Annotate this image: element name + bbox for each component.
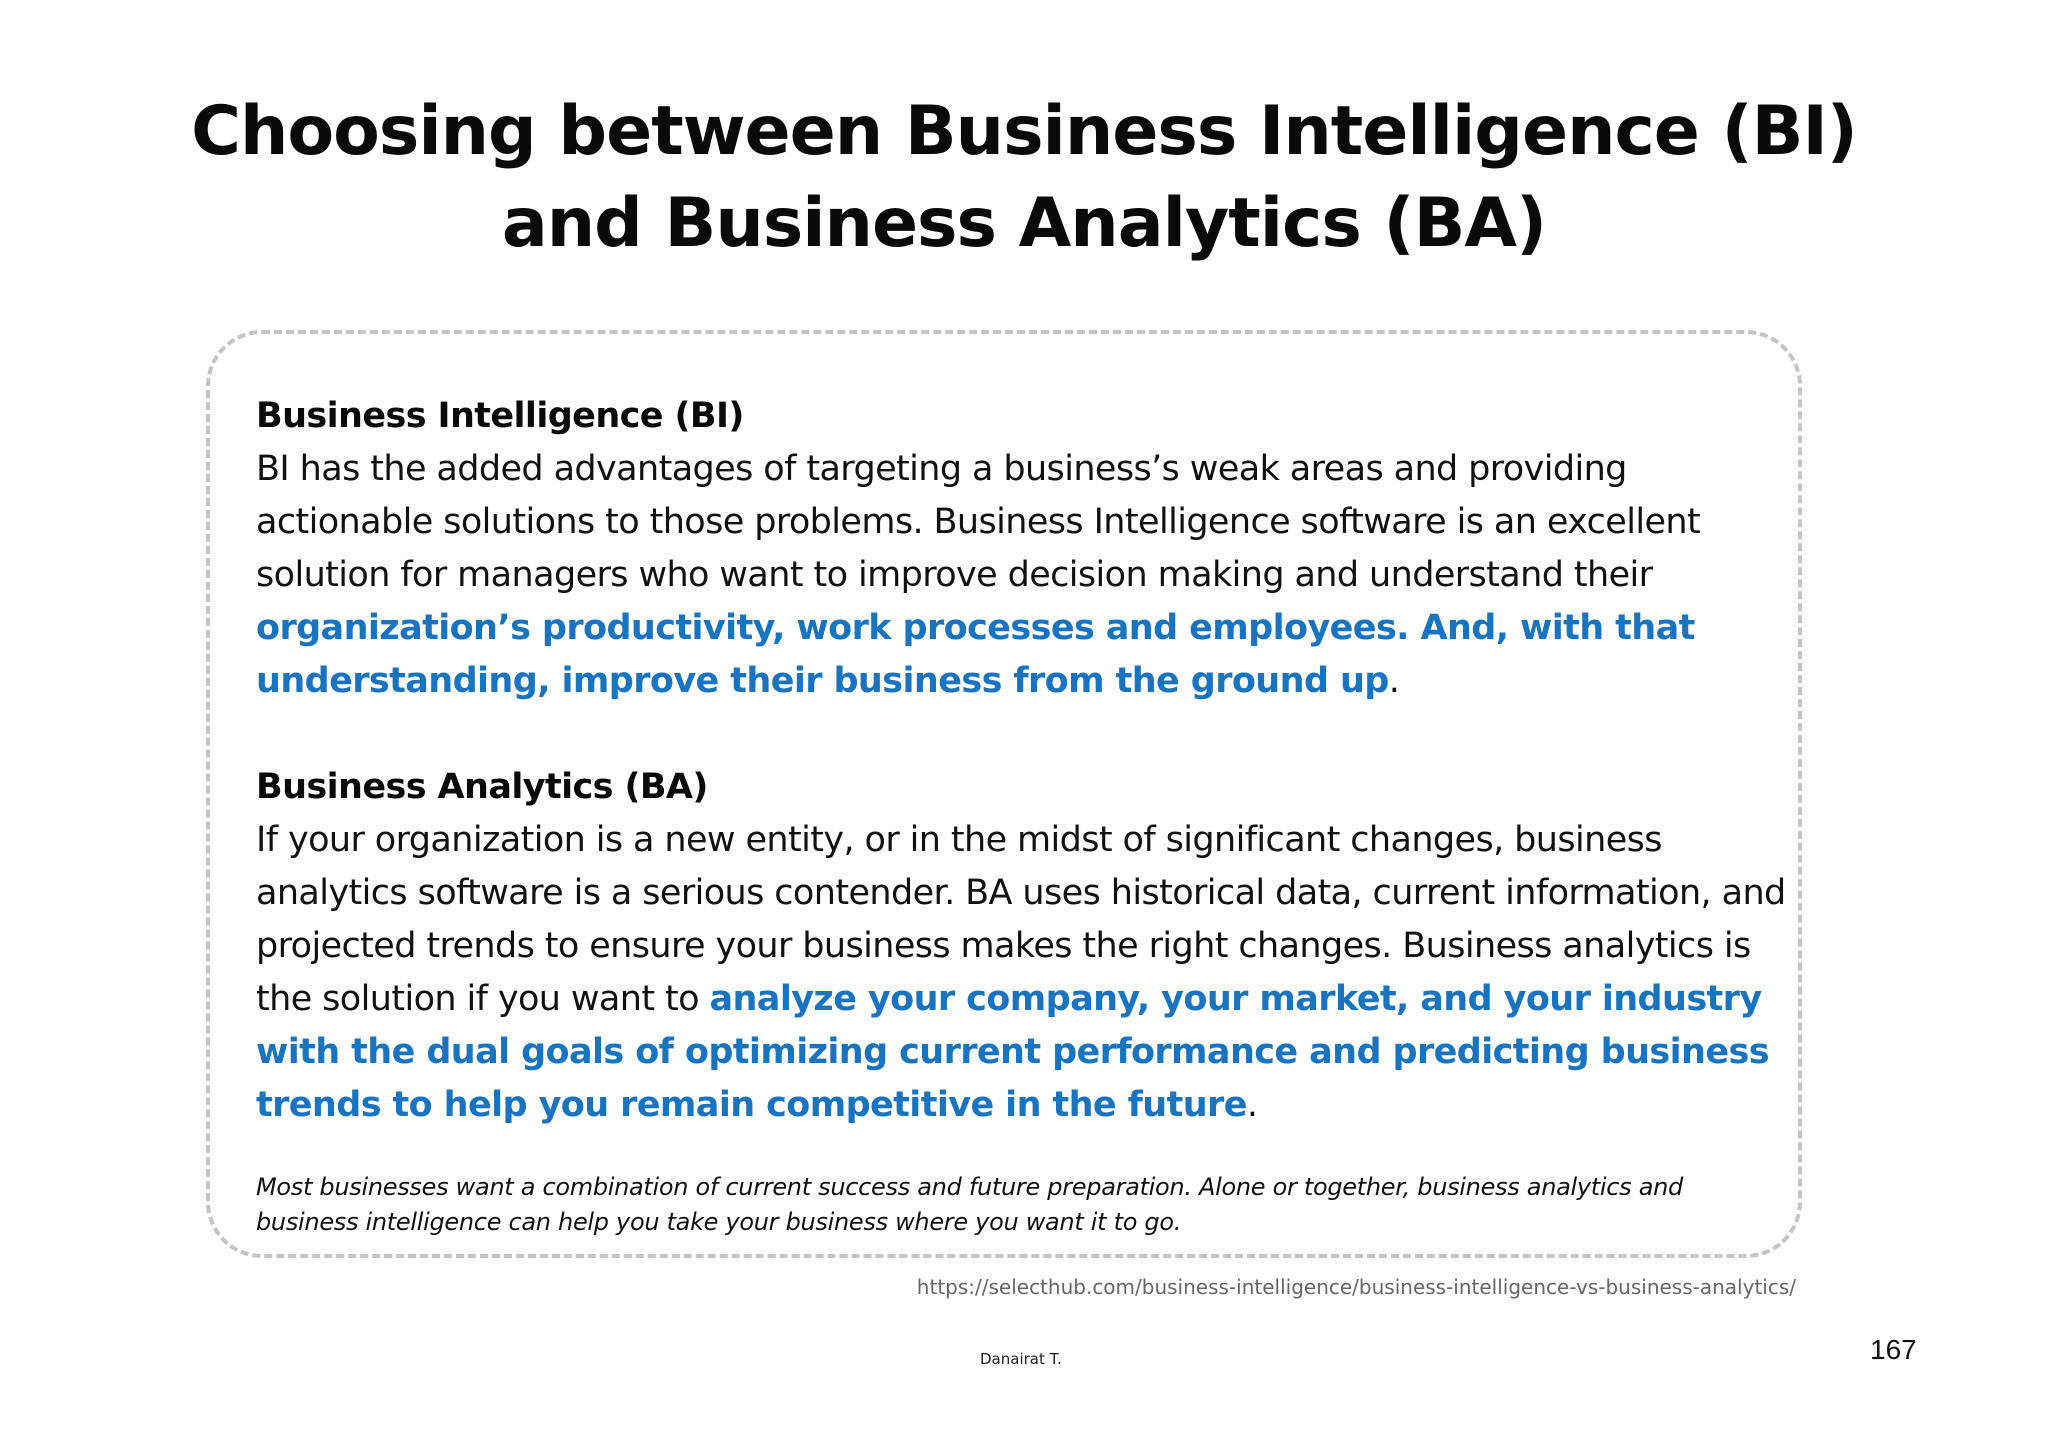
content-box [206,330,1802,1258]
ba-body-end: . [1246,1085,1258,1125]
closing-note: Most businesses want a combination of current success and future preparation. Alone or together, business analytics and business intelligence can help you take your business where you want it to go. [256,1173,1683,1236]
bi-body [256,443,1786,708]
bi-body-highlight: organization’s productivity, work processes and employees. And, with that understanding, improve their business from the ground up [256,608,1695,701]
ba-body [256,814,1786,1132]
section-spacer [256,708,1786,761]
author-name: Danairat T. [980,1350,1062,1368]
bi-heading: Business Intelligence (BI) [256,396,744,436]
ba-heading: Business Analytics (BA) [256,767,708,807]
content-inner [256,390,1786,1240]
slide-title-line-2: and Business Analytics (BA) [501,184,1547,263]
bi-body-text: BI has the added advantages of targeting a business’s weak areas and providing actionable solutions to those problems. Business Intelligence software is an excellent solution for managers who want to improve decision making and understand their [256,449,1701,595]
slide-title [0,86,2048,270]
ba-body-text: If your organization is a new entity, or in the midst of significant changes, business analytics software is a serious contender. BA uses historical data, current information, and projected trends to ensure your business makes the right changes. Business analytics is the solution if you want to [256,820,1786,1019]
ba-body-highlight: analyze your company, your market, and your industry with the dual goals of optimizing current performance and predicting business trends to help you remain competitive in the future [256,979,1769,1125]
page-number: 167 [1870,1334,1917,1365]
slide-title-line-1: Choosing between Business Intelligence (BI) [191,92,1857,171]
source-url: https://selecthub.com/business-intelligence/business-intelligence-vs-business-analytics/ [916,1275,1796,1299]
bi-body-end: . [1388,661,1400,701]
